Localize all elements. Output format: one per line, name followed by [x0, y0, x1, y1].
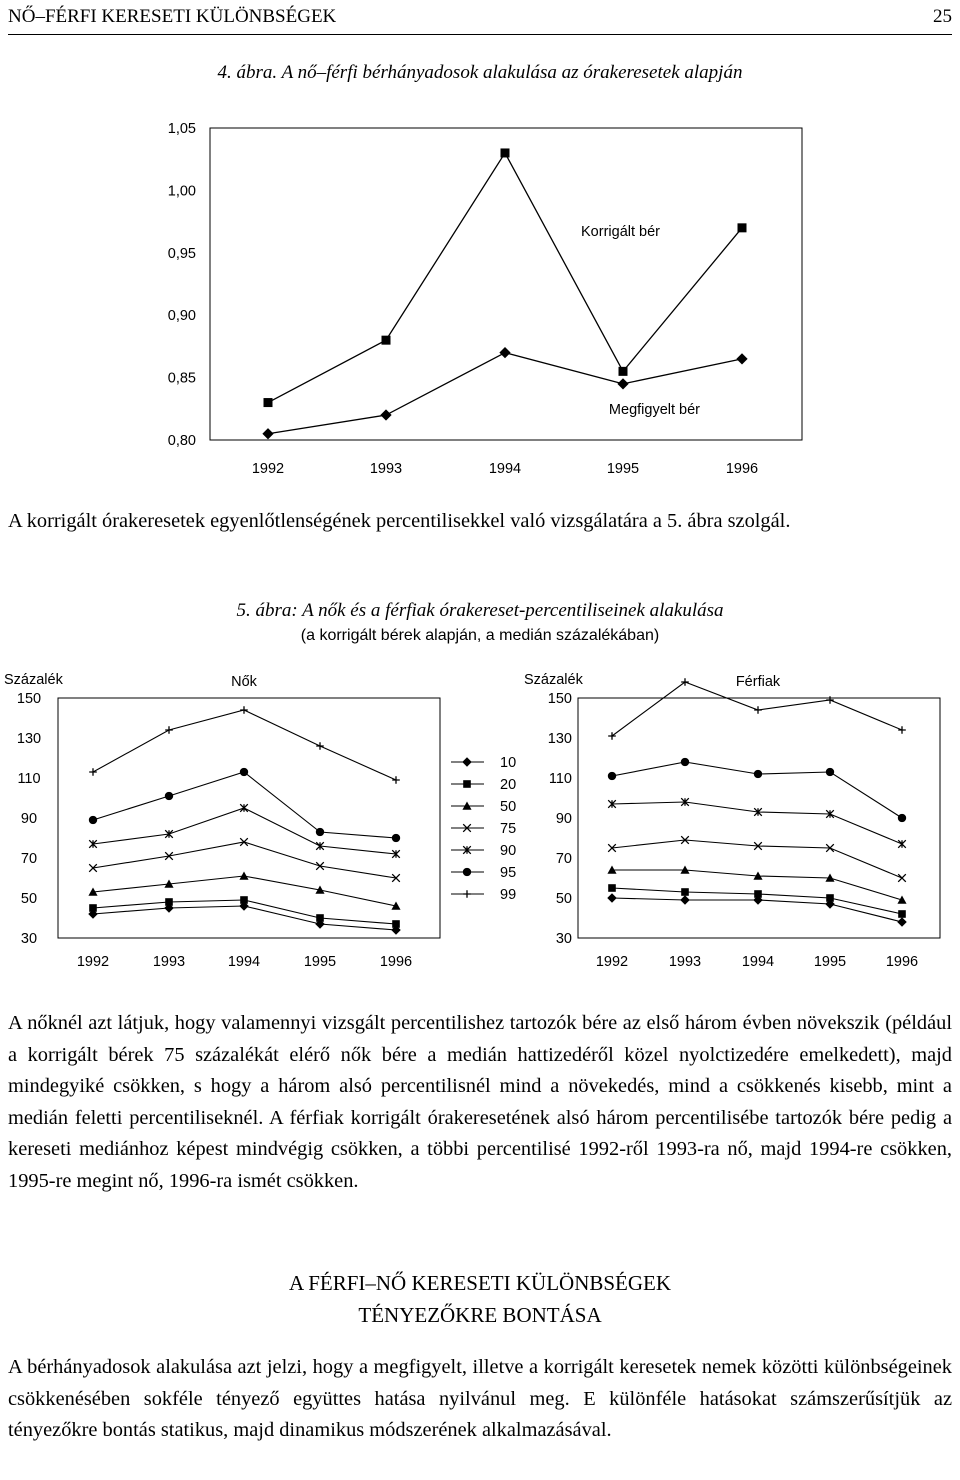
fig5-women-data-point-shape [240, 896, 248, 904]
fig4-y-tick-label: 0,90 [167, 308, 196, 325]
fig5-women-data-point-shape [165, 898, 173, 906]
fig4-series-line [268, 153, 742, 403]
fig5-women-y-tick-label: 50 [20, 891, 38, 907]
section-heading-line-2: TÉNYEZŐKRE BONTÁSA [358, 1303, 602, 1327]
fig5-women-data-point [239, 871, 248, 879]
fig5-legend-label: 75 [500, 821, 517, 837]
fig5-legend-marker [462, 757, 472, 767]
fig5-men-y-tick-label: 50 [555, 891, 572, 907]
fig5-men-series-line [612, 682, 902, 736]
fig5-men-data-point [754, 706, 762, 714]
fig5-legend-label: 20 [500, 777, 517, 793]
fig5-men-data-point [898, 814, 906, 822]
section-heading-line-1: A FÉRFI–NŐ KERESETI KÜLÖNBSÉGEK [288, 1271, 672, 1295]
fig5-women-data-point-shape [392, 776, 400, 784]
fig5-women-data-point-shape [89, 904, 97, 912]
fig5-men-data-point-shape [826, 894, 834, 902]
fig4-data-point [380, 409, 391, 420]
fig5-women-panel-title: Nők [231, 674, 257, 690]
fig4-x-tick-label: 1992 [251, 461, 285, 477]
fig5-men-data-point [826, 894, 834, 902]
fig4-data-point [738, 223, 747, 232]
fig5-men-data-point [607, 893, 617, 903]
fig5-women-data-point-shape [316, 828, 324, 836]
fig5-women-x-tick-label: 1994 [227, 954, 261, 970]
fig4-data-point [619, 367, 628, 376]
fig5-men-data-point [608, 884, 616, 892]
fig4-data-point [501, 148, 510, 157]
fig4-y-tick-label: 0,95 [167, 245, 196, 262]
fig5-men-y-tick-label: 110 [548, 771, 572, 787]
fig5-women-y-tick-label: 30 [20, 931, 38, 947]
fig5-legend-marker-shape [463, 780, 471, 788]
fig4-data-point-shape [262, 428, 273, 439]
fig4-y-tick-label: 1,00 [167, 183, 196, 200]
fig4-data-point [499, 347, 510, 358]
fig5-men-data-point-shape [608, 732, 616, 740]
fig5-men-y-tick-label: 130 [547, 731, 572, 747]
fig5-men-data-point [754, 890, 762, 898]
fig5-women-data-point [392, 776, 400, 784]
fig5-men-data-point [898, 840, 906, 848]
fig5-women-y-tick-label: 130 [16, 731, 42, 747]
fig5-men-y-tick-label: 30 [555, 931, 572, 947]
fig4-data-point-shape [499, 347, 510, 358]
fig5-women-series-line [93, 808, 396, 854]
fig5-legend [451, 755, 516, 903]
fig5-women-data-point-shape [240, 706, 248, 714]
fig5-women-data-point-shape [89, 816, 97, 824]
fig5-men-data-point-shape [826, 768, 834, 776]
paragraph-3: A bérhányadosok alakulása azt jelzi, hogy a megfigyelt, illetve a korrigált keresetek nemek közötti különbségeinek csökkenésében sokféle tényező együttes hatása nyilvánul meg. E különféle hatásokat számszerűsítjük az tényezőkre bontás statikus, majd dinamikus módszerének alkalmazásával. [8, 1356, 952, 1441]
fig5-legend-label: 90 [500, 843, 517, 859]
fig5-men-x-tick-label: 1995 [813, 954, 847, 970]
fig5-men-data-point [681, 758, 689, 766]
fig5-men-data-point [898, 726, 906, 734]
fig5-men-data-point [754, 770, 762, 778]
fig5-men-data-point-shape [898, 910, 906, 918]
fig5-men-data-point-shape [608, 884, 616, 892]
figure-5-caption: 5. ábra: A nők és a férfiak órakereset-percentiliseinek alakulása [236, 600, 724, 621]
fig5-men-panel-title: Férfiak [735, 674, 781, 690]
fig4-data-point-shape [380, 409, 391, 420]
fig5-men-series-line [612, 802, 902, 844]
fig5-men-data-point-shape [898, 840, 906, 848]
fig5-women-data-point [89, 816, 97, 824]
fig5-women-data-point [316, 828, 324, 836]
fig5-women-x-tick-label: 1993 [152, 954, 186, 970]
fig5-men-data-point [608, 772, 616, 780]
fig4-data-point-shape [617, 378, 628, 389]
fig4-x-tick-label: 1996 [725, 461, 759, 477]
fig4-y-tick-label: 1,05 [167, 121, 196, 137]
fig4-data-point-shape [619, 367, 628, 376]
fig5-men-x-tick-label: 1993 [668, 954, 702, 970]
fig5-women-data-point [240, 706, 248, 714]
fig5-men-x-tick-label: 1996 [885, 954, 919, 970]
fig5-women-y-tick-label: 110 [17, 771, 41, 787]
fig5-men-data-point [897, 895, 906, 903]
fig5-men-data-point [826, 768, 834, 776]
fig5-men-data-point-shape [897, 917, 907, 927]
fig4-data-point [262, 428, 273, 439]
fig5-men-data-point [608, 732, 616, 740]
fig5-women-data-point-shape [239, 871, 248, 879]
fig5-men-data-point-shape [898, 814, 906, 822]
fig5-men-data-point [898, 874, 906, 882]
fig5-women-x-tick-label: 1992 [76, 954, 110, 970]
fig5-women-data-point [240, 896, 248, 904]
fig5-men-data-point-shape [754, 890, 762, 898]
fig5-women-plot-frame [58, 698, 440, 938]
fig5-women-x-tick-label: 1996 [379, 954, 413, 970]
fig5-women-data-point [240, 768, 248, 776]
fig5-men-data-point-shape [681, 888, 689, 896]
fig5-men-x-tick-label: 1994 [741, 954, 775, 970]
fig5-men-data-point-shape [898, 874, 906, 882]
fig5-men-data-point [681, 678, 689, 686]
fig5-women-data-point [165, 792, 173, 800]
fig5-men-data-point-shape [607, 893, 617, 903]
fig5-women-x-tick-label: 1995 [303, 954, 337, 970]
fig5-women-data-point-shape [316, 742, 324, 750]
fig5-women-y-tick-label: 150 [16, 691, 42, 707]
figure-5-subcaption: (a korrigált bérek alapján, a medián százalékában) [300, 627, 660, 644]
figure-5-chart [0, 660, 960, 980]
fig5-men-y-axis-label: Százalék [524, 672, 583, 688]
fig5-men-x-tick-label: 1992 [595, 954, 629, 970]
fig5-men-y-tick-label: 90 [555, 811, 572, 827]
fig5-women-data-point-shape [240, 768, 248, 776]
fig5-women-data-point [316, 742, 324, 750]
fig5-men-data-point-shape [681, 758, 689, 766]
fig4-data-point [617, 378, 628, 389]
fig4-x-tick-label: 1994 [488, 461, 522, 477]
fig4-y-tick-label: 0,85 [167, 370, 196, 387]
fig4-data-point [264, 398, 273, 407]
fig5-men-y-tick-label: 150 [547, 691, 572, 707]
fig5-women-data-point-shape [165, 792, 173, 800]
fig5-legend-label: 99 [500, 887, 517, 903]
paragraph-2: A nőknél azt látjuk, hogy valamennyi vizsgált percentilishez tartozók bére az első három évben növekszik (például a korrigált bérek 75 százalékát elérő nők bére a medián hattizedéről közel nyolctizedére emelkedett), majd mindegyiké csökken, s hogy a három alsó percentilisnél mind a növekedés, mind a csökkenés kisebb, mint a medián feletti percentiliseknél. A férfiak korrigált órakeresetének alsó három percentilisébe tartozók bére pedig a kereseti mediánhoz képest mindvégig csökken, a többi percentilisé 1992-ről 1993-ra nő, majd 1994-re csökken, 1995-re megint nő, 1996-ra ismét csökken. [8, 1012, 952, 1192]
fig5-legend-marker-shape [463, 868, 471, 876]
fig5-men-data-point-shape [826, 696, 834, 704]
page-number: 25 [933, 6, 952, 27]
fig4-plot-frame [210, 128, 802, 440]
fig5-women-data-point [89, 904, 97, 912]
fig5-legend-marker-shape [463, 890, 471, 898]
fig5-women-data-point [316, 914, 324, 922]
fig4-data-point-shape [736, 353, 747, 364]
fig4-y-tick-label: 0,80 [167, 433, 196, 449]
fig4-data-point [382, 336, 391, 345]
fig5-women-data-point-shape [89, 768, 97, 776]
fig5-women-data-point [165, 726, 173, 734]
fig5-legend-label: 50 [500, 799, 517, 815]
fig5-men-data-point [680, 895, 690, 905]
fig5-men-data-point-shape [680, 895, 690, 905]
figure-4-chart [0, 100, 960, 490]
fig5-men-data-point-shape [897, 895, 906, 903]
fig5-men-data-point-shape [754, 706, 762, 714]
fig5-women-data-point [392, 920, 400, 928]
fig4-data-point-shape [738, 223, 747, 232]
fig5-men-data-point [826, 696, 834, 704]
paragraph-1: A korrigált órakeresetek egyenlőtlenségének percentilisekkel való vizsgálatára a 5. ábra szolgál. [8, 510, 791, 532]
running-header-title: NŐ–FÉRFI KERESETI KÜLÖNBSÉGEK [8, 6, 337, 27]
fig5-men-data-point [681, 888, 689, 896]
fig5-women-y-tick-label: 90 [20, 811, 38, 827]
fig5-women-y-axis-label: Százalék [4, 672, 63, 688]
fig4-x-tick-label: 1993 [369, 461, 403, 477]
fig5-legend-marker [463, 890, 471, 898]
fig5-legend-marker [463, 780, 471, 788]
fig5-women-data-point-shape [392, 920, 400, 928]
fig5-men-data-point-shape [754, 770, 762, 778]
fig4-x-tick-label: 1995 [606, 461, 640, 477]
fig5-women-data-point-shape [165, 726, 173, 734]
fig5-women-data-point-shape [392, 834, 400, 842]
fig5-men-data-point [898, 910, 906, 918]
fig4-data-point-shape [382, 336, 391, 345]
fig4-data-point-shape [264, 398, 273, 407]
fig5-men-data-point [897, 917, 907, 927]
fig5-legend-label: 10 [500, 755, 517, 771]
fig5-women-data-point-shape [240, 804, 248, 812]
fig5-men-y-tick-label: 70 [555, 851, 572, 867]
figure-4-caption: 4. ábra. A nő–férfi bérhányadosok alakulása az órakeresetek alapján [217, 62, 743, 83]
fig4-series-label: Megfigyelt bér [608, 402, 700, 418]
fig5-women-data-point [89, 768, 97, 776]
fig5-legend-marker-shape [462, 757, 472, 767]
fig4-series-label: Korrigált bér [581, 224, 660, 240]
fig5-women-data-point [240, 804, 248, 812]
fig5-men-data-point-shape [898, 726, 906, 734]
fig5-women-data-point-shape [316, 914, 324, 922]
running-header [8, 2, 952, 35]
fig5-men-data-point-shape [608, 772, 616, 780]
fig5-women-data-point [392, 834, 400, 842]
fig5-legend-marker [463, 868, 471, 876]
fig5-legend-label: 95 [500, 865, 517, 881]
fig5-men-data-point-shape [681, 678, 689, 686]
fig4-data-point [736, 353, 747, 364]
fig4-data-point-shape [501, 148, 510, 157]
fig5-women-y-tick-label: 70 [20, 851, 38, 867]
fig5-women-data-point [165, 898, 173, 906]
